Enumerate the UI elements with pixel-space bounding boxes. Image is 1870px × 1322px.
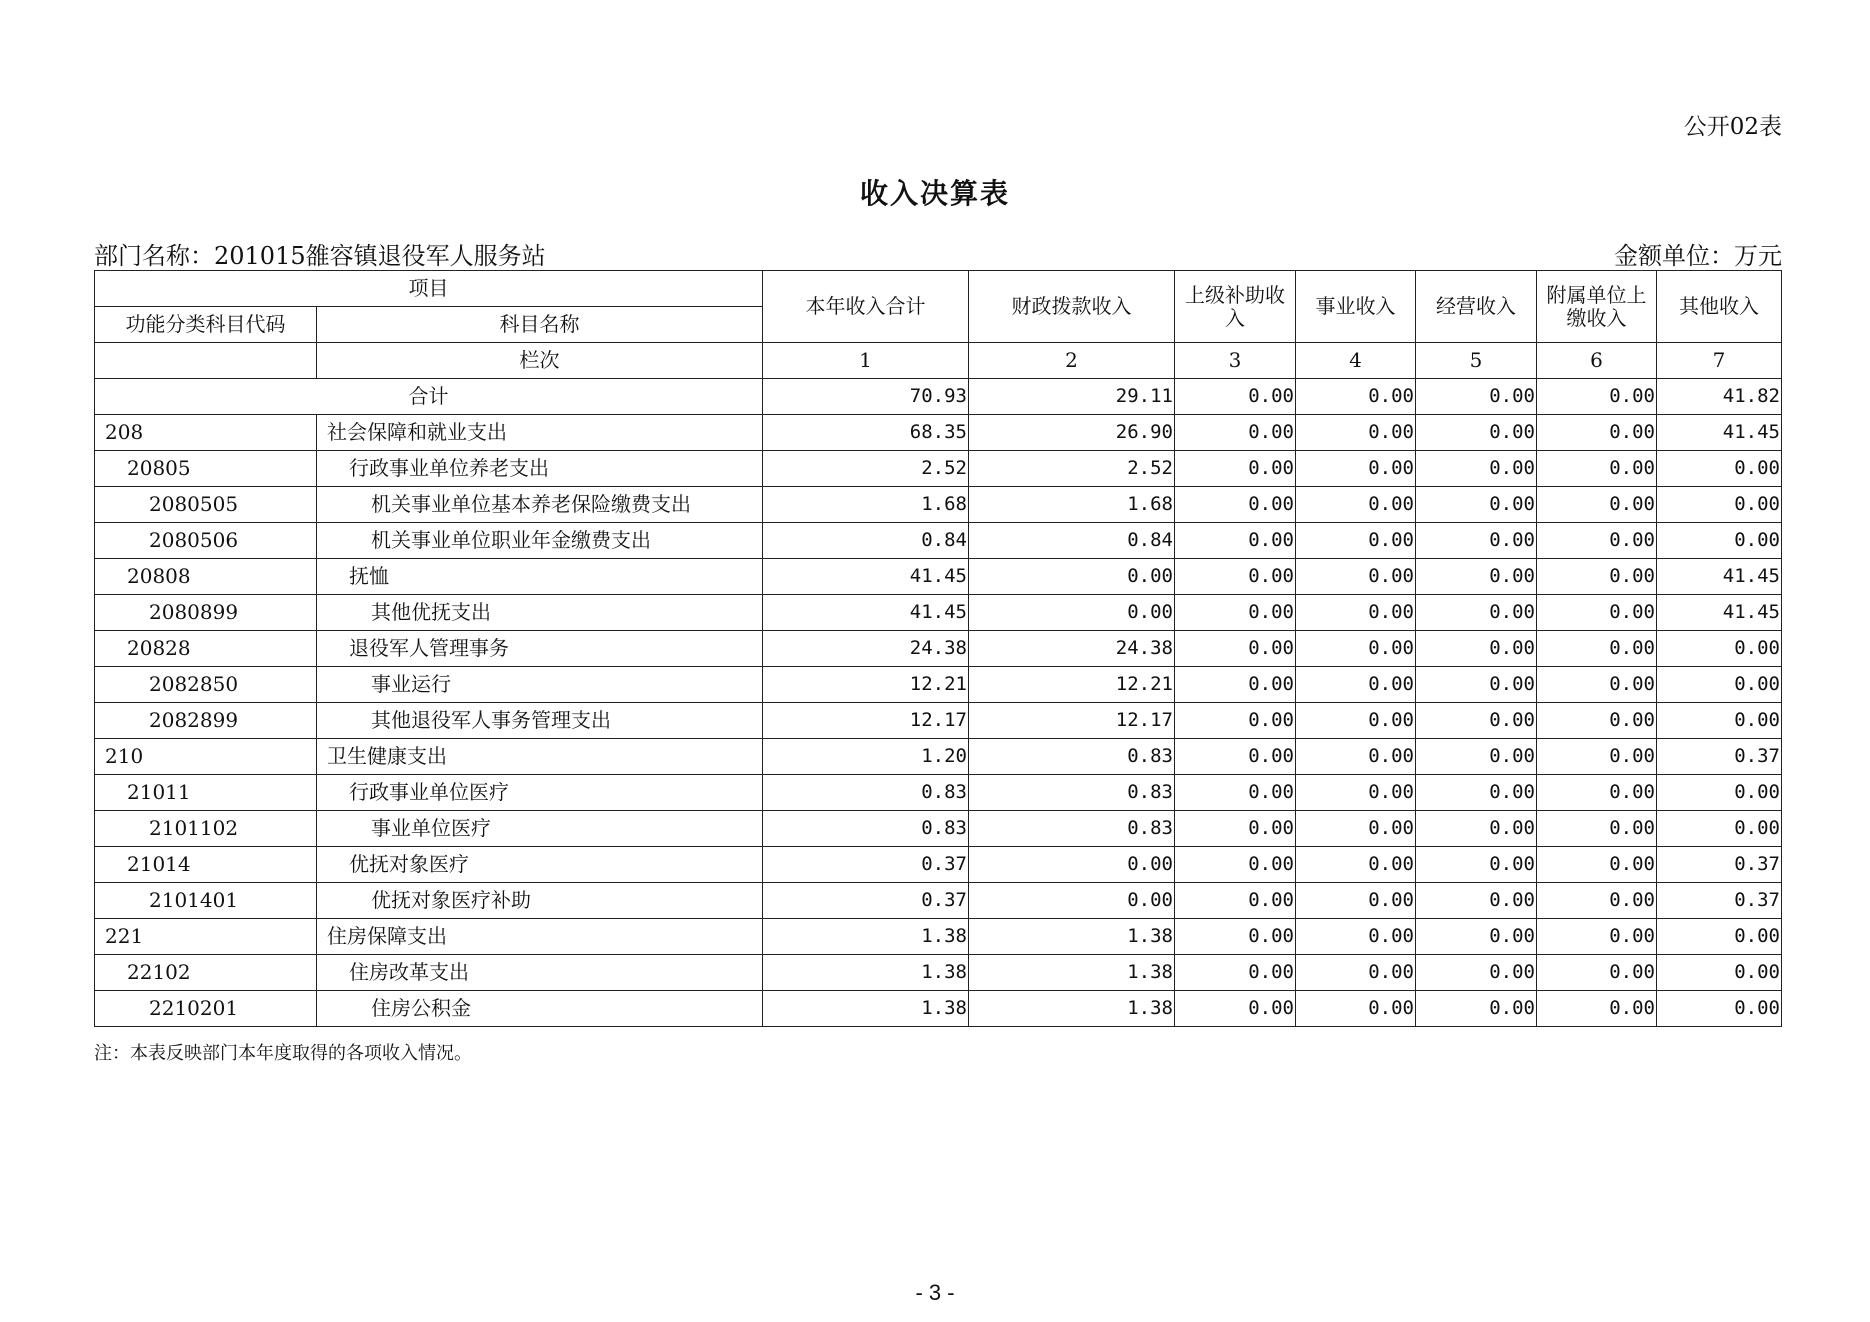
total-value: 70.93 [763,379,969,415]
amount-cell: 0.00 [969,595,1175,631]
amount-cell: 0.00 [1537,739,1657,775]
amount-cell: 0.83 [969,811,1175,847]
column-number: 5 [1416,343,1537,379]
subject-code: 208 [95,415,317,451]
amount-cell: 12.17 [969,703,1175,739]
amount-cell: 0.00 [1296,595,1416,631]
column-number: 6 [1537,343,1657,379]
amount-cell: 0.00 [1175,703,1296,739]
amount-cell: 0.00 [1537,811,1657,847]
amount-cell: 0.00 [1296,703,1416,739]
table-row [95,847,1782,883]
amount-cell: 0.00 [969,883,1175,919]
amount-cell: 0.83 [763,811,969,847]
amount-cell: 0.00 [1175,847,1296,883]
amount-cell: 2.52 [969,451,1175,487]
amount-cell: 0.00 [1296,559,1416,595]
table-row [95,991,1782,1027]
amount-cell: 26.90 [969,415,1175,451]
amount-cell: 41.45 [1657,415,1782,451]
subject-code: 2080505 [95,487,317,523]
amount-cell: 12.21 [763,667,969,703]
amount-cell: 0.00 [1416,847,1537,883]
header-name: 科目名称 [317,307,763,343]
column-number: 3 [1175,343,1296,379]
amount-cell: 0.37 [1657,739,1782,775]
amount-cell: 0.00 [1657,523,1782,559]
amount-cell: 0.00 [1175,631,1296,667]
subject-name: 抚恤 [317,559,763,595]
subject-name: 事业单位医疗 [317,811,763,847]
subject-code: 2101102 [95,811,317,847]
header-col-4: 事业收入 [1296,271,1416,343]
subject-code: 20828 [95,631,317,667]
amount-cell: 0.84 [969,523,1175,559]
amount-cell: 1.38 [763,991,969,1027]
table-row [95,487,1782,523]
amount-cell: 0.00 [1416,631,1537,667]
amount-cell: 0.00 [1175,415,1296,451]
amount-cell: 0.00 [1175,667,1296,703]
table-row [95,559,1782,595]
table-row [95,703,1782,739]
column-number: 1 [763,343,969,379]
subject-code: 221 [95,919,317,955]
amount-cell: 68.35 [763,415,969,451]
amount-cell: 0.00 [1537,847,1657,883]
subject-name: 住房保障支出 [317,919,763,955]
amount-cell: 0.00 [1296,667,1416,703]
amount-cell: 0.00 [1296,919,1416,955]
amount-cell: 0.00 [1296,739,1416,775]
amount-cell: 1.38 [763,919,969,955]
table-row [95,667,1782,703]
amount-cell: 0.83 [763,775,969,811]
total-value: 29.11 [969,379,1175,415]
subject-name: 住房公积金 [317,991,763,1027]
amount-cell: 0.37 [763,847,969,883]
blank-cell [95,343,317,379]
total-value: 0.00 [1296,379,1416,415]
amount-cell: 0.00 [1296,523,1416,559]
amount-cell: 0.00 [1296,955,1416,991]
amount-cell: 0.00 [1657,703,1782,739]
amount-cell: 1.38 [763,955,969,991]
subject-name: 社会保障和就业支出 [317,415,763,451]
subject-code: 20808 [95,559,317,595]
amount-cell: 0.00 [1175,487,1296,523]
amount-cell: 12.17 [763,703,969,739]
subject-name: 机关事业单位职业年金缴费支出 [317,523,763,559]
amount-cell: 0.00 [1537,631,1657,667]
amount-cell: 0.00 [1416,703,1537,739]
amount-cell: 0.00 [1296,415,1416,451]
amount-cell: 1.68 [763,487,969,523]
page-title: 收入决算表 [859,177,1010,210]
amount-cell: 0.00 [1296,631,1416,667]
amount-cell: 0.00 [1537,919,1657,955]
table-row [95,523,1782,559]
column-number: 2 [969,343,1175,379]
amount-cell: 0.83 [969,739,1175,775]
amount-cell: 1.20 [763,739,969,775]
total-label: 合计 [95,379,763,415]
amount-cell: 0.00 [1175,883,1296,919]
amount-cell: 0.00 [1175,811,1296,847]
header-col-3: 上级补助收入 [1175,271,1296,343]
amount-cell: 0.00 [1296,775,1416,811]
header-col-2: 财政拨款收入 [969,271,1175,343]
amount-cell: 0.00 [1175,739,1296,775]
amount-cell: 41.45 [1657,559,1782,595]
amount-cell: 0.00 [1657,487,1782,523]
amount-cell: 0.00 [1537,559,1657,595]
amount-cell: 0.00 [1175,919,1296,955]
page-number: - 3 - [915,1280,955,1305]
amount-cell: 0.00 [1537,415,1657,451]
amount-cell: 0.00 [1175,523,1296,559]
table-note: 注：本表反映部门本年度取得的各项收入情况。 [94,1043,472,1064]
income-table [94,270,1782,1027]
amount-cell: 0.00 [1296,991,1416,1027]
amount-cell: 41.45 [763,559,969,595]
amount-cell: 0.00 [1657,775,1782,811]
column-number-row [95,343,1782,379]
amount-cell: 41.45 [763,595,969,631]
table-row [95,415,1782,451]
amount-cell: 0.00 [1416,451,1537,487]
subject-name: 事业运行 [317,667,763,703]
amount-cell: 0.00 [1537,883,1657,919]
subject-code: 2082850 [95,667,317,703]
amount-cell: 0.84 [763,523,969,559]
header-col-5: 经营收入 [1416,271,1537,343]
subject-name: 卫生健康支出 [317,739,763,775]
total-value: 0.00 [1175,379,1296,415]
amount-cell: 0.00 [1657,991,1782,1027]
amount-cell: 0.00 [1537,487,1657,523]
subject-name: 优抚对象医疗补助 [317,883,763,919]
column-number: 7 [1657,343,1782,379]
amount-cell: 1.38 [969,955,1175,991]
amount-cell: 24.38 [763,631,969,667]
amount-cell: 0.00 [1296,487,1416,523]
amount-cell: 2.52 [763,451,969,487]
amount-cell: 0.00 [1416,595,1537,631]
amount-cell: 0.00 [1537,955,1657,991]
amount-cell: 0.00 [1537,451,1657,487]
amount-cell: 1.38 [969,991,1175,1027]
amount-cell: 0.00 [1537,667,1657,703]
amount-cell: 0.00 [1175,559,1296,595]
amount-cell: 0.00 [1657,919,1782,955]
subject-code: 2080899 [95,595,317,631]
amount-cell: 0.00 [1416,739,1537,775]
table-row [95,955,1782,991]
amount-cell: 0.00 [1416,811,1537,847]
amount-cell: 0.00 [1416,919,1537,955]
total-value: 0.00 [1416,379,1537,415]
amount-cell: 0.00 [1416,775,1537,811]
total-value: 41.82 [1657,379,1782,415]
amount-cell: 0.00 [1416,415,1537,451]
subject-code: 210 [95,739,317,775]
subject-name: 其他退役军人事务管理支出 [317,703,763,739]
subject-name: 优抚对象医疗 [317,847,763,883]
subject-code: 22102 [95,955,317,991]
subject-code: 2080506 [95,523,317,559]
subject-name: 行政事业单位养老支出 [317,451,763,487]
amount-cell: 0.00 [1416,487,1537,523]
amount-cell: 0.00 [1175,775,1296,811]
column-number: 4 [1296,343,1416,379]
amount-cell: 0.00 [1296,811,1416,847]
amount-cell: 0.00 [1537,991,1657,1027]
amount-cell: 0.83 [969,775,1175,811]
amount-cell: 0.37 [1657,847,1782,883]
header-code: 功能分类科目代码 [95,307,317,343]
amount-cell: 0.00 [969,559,1175,595]
amount-cell: 1.68 [969,487,1175,523]
amount-cell: 0.00 [1537,523,1657,559]
subject-code: 2210201 [95,991,317,1027]
header-project: 项目 [95,271,763,307]
amount-cell: 0.37 [763,883,969,919]
amount-cell: 0.00 [1657,955,1782,991]
amount-cell: 0.00 [1416,667,1537,703]
subject-code: 2082899 [95,703,317,739]
total-value: 0.00 [1537,379,1657,415]
table-row [95,595,1782,631]
amount-cell: 24.38 [969,631,1175,667]
form-number: 公开02表 [1683,114,1782,140]
subject-code: 20805 [95,451,317,487]
header-col-6: 附属单位上缴收入 [1537,271,1657,343]
total-row [95,379,1782,415]
department-name: 部门名称：201015雒容镇退役军人服务站 [94,242,546,270]
amount-cell: 0.00 [1296,883,1416,919]
amount-cell: 0.00 [1416,883,1537,919]
subject-name: 行政事业单位医疗 [317,775,763,811]
subject-name: 其他优抚支出 [317,595,763,631]
table-row [95,451,1782,487]
subject-name: 机关事业单位基本养老保险缴费支出 [317,487,763,523]
header-lanci: 栏次 [317,343,763,379]
table-row [95,883,1782,919]
amount-cell: 12.21 [969,667,1175,703]
subject-name: 退役军人管理事务 [317,631,763,667]
amount-cell: 1.38 [969,919,1175,955]
table-row [95,811,1782,847]
amount-cell: 0.00 [1296,847,1416,883]
subject-code: 21011 [95,775,317,811]
subject-code: 21014 [95,847,317,883]
amount-cell: 0.00 [969,847,1175,883]
amount-cell: 0.00 [1537,703,1657,739]
amount-cell: 0.00 [1175,955,1296,991]
amount-cell: 0.00 [1657,811,1782,847]
amount-unit: 金额单位：万元 [1614,242,1782,270]
table-body [95,379,1782,1027]
table-row [95,739,1782,775]
amount-cell: 0.37 [1657,883,1782,919]
amount-cell: 0.00 [1416,559,1537,595]
table-row [95,631,1782,667]
amount-cell: 0.00 [1657,451,1782,487]
amount-cell: 0.00 [1537,595,1657,631]
amount-cell: 0.00 [1416,523,1537,559]
amount-cell: 0.00 [1416,955,1537,991]
amount-cell: 0.00 [1175,451,1296,487]
amount-cell: 41.45 [1657,595,1782,631]
amount-cell: 0.00 [1657,667,1782,703]
amount-cell: 0.00 [1416,991,1537,1027]
amount-cell: 0.00 [1175,595,1296,631]
table-row [95,775,1782,811]
table-row [95,919,1782,955]
amount-cell: 0.00 [1175,991,1296,1027]
header-col-7: 其他收入 [1657,271,1782,343]
subject-name: 住房改革支出 [317,955,763,991]
table-header [95,271,1782,379]
amount-cell: 0.00 [1296,451,1416,487]
subject-code: 2101401 [95,883,317,919]
amount-cell: 0.00 [1537,775,1657,811]
amount-cell: 0.00 [1657,631,1782,667]
header-col-1: 本年收入合计 [763,271,969,343]
